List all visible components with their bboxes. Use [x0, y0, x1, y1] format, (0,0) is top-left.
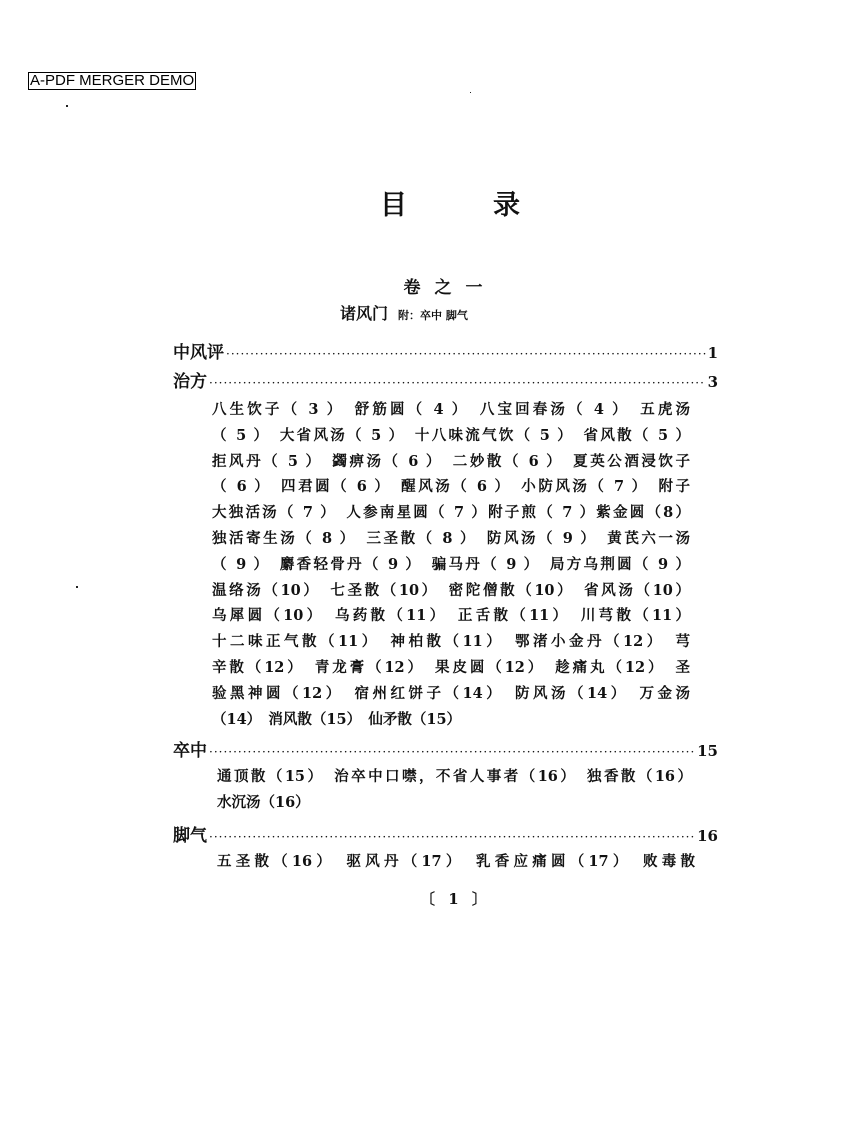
recipe-line: 温络汤（10） 七圣散（10） 密陀僧散（10） 省风汤（10）	[212, 581, 690, 599]
page-title	[380, 183, 520, 222]
page-title-char: 目	[380, 190, 407, 221]
recipe-line: 辛散（12） 青龙膏（12） 果皮圆（12） 趁痛丸（12） 圣	[212, 659, 690, 676]
recipe-line: 拒风丹（ 5 ） 蠲痹汤（ 6 ） 二妙散（ 6 ） 夏英公酒浸饮子	[212, 452, 690, 470]
toc-entry	[173, 736, 718, 761]
scan-speck	[470, 92, 471, 93]
volume-heading: 卷之一	[403, 278, 497, 298]
toc-label: 中风评	[173, 343, 224, 363]
toc-page: 1	[707, 344, 718, 362]
recipe-line: 通顶散（15） 治卒中口噤，不省人事者（16） 独香散（16）	[217, 768, 692, 785]
watermark-label: A-PDF MERGER DEMO	[30, 72, 195, 89]
toc-page: 16	[697, 827, 718, 845]
toc-label: 卒中	[173, 741, 207, 761]
dot-leader	[209, 745, 695, 759]
toc-label: 治方	[173, 372, 207, 392]
dot-leader	[209, 376, 706, 390]
recipe-line: 水沉汤（16）	[217, 793, 310, 811]
scan-speck	[76, 586, 78, 588]
recipe-line: 五圣散（16） 驱风丹（17） 乳香应痛圆（17） 败毒散	[217, 853, 695, 870]
recipe-line: 独活寄生汤（ 8 ） 三圣散（ 8 ） 防风汤（ 9 ） 黄芪六一汤	[212, 530, 690, 547]
recipe-line: 大独活汤（ 7 ） 人参南星圆（ 7 ）附子煎（ 7 ）紫金圆（8）	[212, 504, 690, 522]
section-heading	[340, 301, 468, 324]
toc-entry	[173, 821, 718, 846]
toc-page: 3	[707, 373, 718, 391]
recipe-line: 验黑神圆（12） 宿州红饼子（14） 防风汤（14） 万金汤	[212, 684, 690, 702]
recipe-line: 十二味正气散（11） 神柏散（11） 鄂渚小金丹（12） 芎	[212, 633, 690, 651]
page-number: 〔 1 〕	[420, 890, 491, 908]
page-title-char: 录	[493, 190, 520, 221]
scan-speck	[66, 105, 68, 107]
recipe-line: （ 6 ） 四君圆（ 6 ） 醒风汤（ 6 ） 小防风汤（ 7 ） 附子	[212, 478, 690, 496]
recipe-line: （ 9 ） 麝香轻骨丹（ 9 ） 骗马丹（ 9 ） 局方乌荆圆（ 9 ）	[212, 555, 690, 573]
toc-label: 脚气	[173, 826, 207, 846]
toc-entry	[173, 338, 718, 363]
recipe-line: （14） 消风散（15） 仙矛散（15）	[212, 710, 462, 728]
section-note: 附：卒中 脚气	[398, 309, 468, 322]
toc-page: 15	[697, 742, 718, 760]
recipe-line: 乌犀圆（10） 乌药散（11） 正舌散（11） 川芎散（11）	[212, 607, 690, 625]
recipe-line: （ 5 ） 大省风汤（ 5 ） 十八味流气饮（ 5 ） 省风散（ 5 ）	[212, 426, 690, 444]
section-name: 诸风门	[340, 304, 389, 323]
toc-entry	[173, 367, 718, 392]
recipe-line: 八生饮子（ 3 ） 舒筋圆（ 4 ） 八宝回春汤（ 4 ） 五虎汤	[212, 401, 690, 418]
dot-leader	[226, 347, 706, 361]
dot-leader	[209, 830, 695, 844]
